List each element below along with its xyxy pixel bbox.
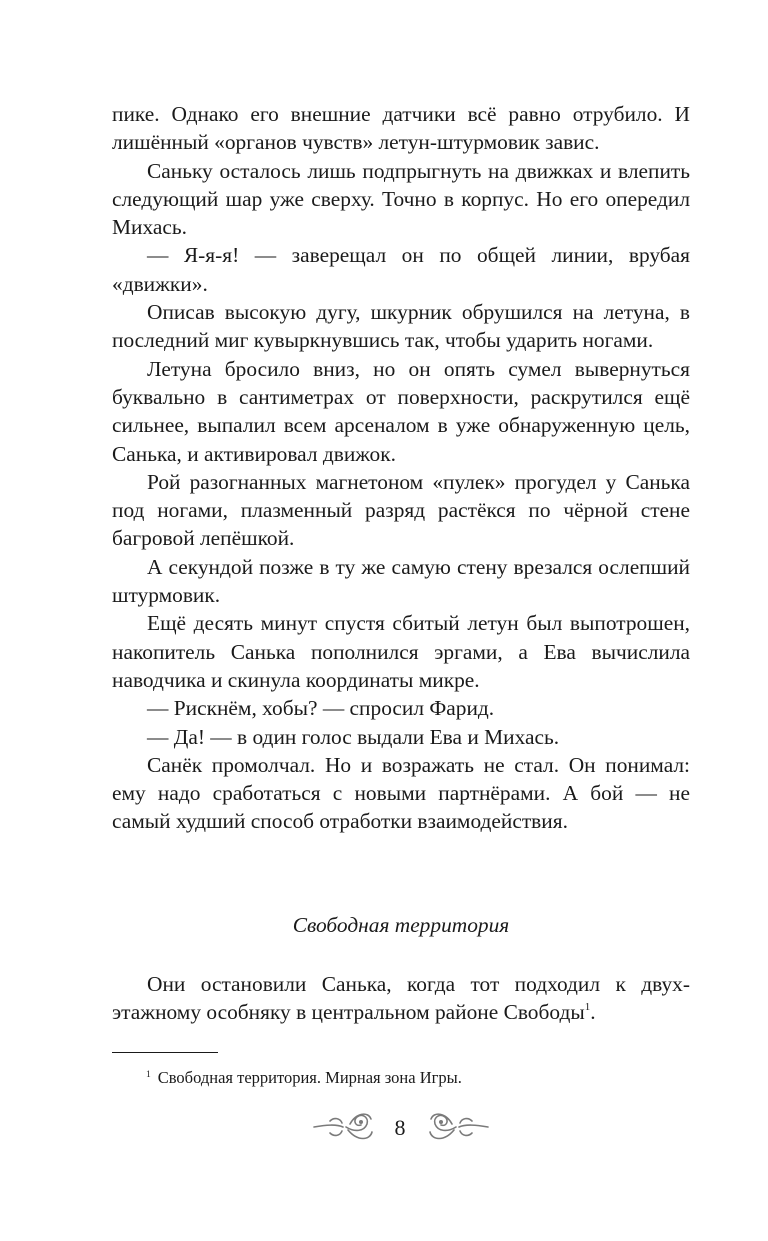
right-ornament-icon <box>428 1108 490 1144</box>
footnote <box>146 1064 706 1089</box>
section-paragraph <box>112 970 690 1027</box>
footnote-text: Свободная территория. Мирная зона Игры. <box>157 1068 462 1087</box>
section-paragraph-tail: . <box>590 1000 596 1025</box>
paragraph-7: А секундой позже в ту же самую стену врезался ослепший штурмовик. <box>112 554 690 608</box>
paragraph-4: Описав высокую дугу, шкурник обрушился на летуна, в последний миг кувыркнувшись так, чтобы ударить ногами. <box>112 300 690 353</box>
main-text <box>112 100 690 836</box>
page-number: 8 <box>394 1115 406 1140</box>
footnote-reference[interactable]: 1 <box>584 1001 591 1014</box>
paragraph-1: пике. Однако его внешние датчики всё равно отрубило. И лишённый «органов чувств» летун-штурмовик завис. <box>112 102 690 155</box>
paragraph-11: Санёк промолчал. Но и возражать не стал. Он понимал: ему надо сработаться с новыми партнёрами. А бой — не самый худший способ отработки взаимодействия. <box>112 752 690 834</box>
section-text <box>112 970 690 1027</box>
footnote-rule <box>112 1052 218 1053</box>
page-folio <box>0 1108 768 1148</box>
left-ornament-icon <box>312 1108 374 1144</box>
paragraph-8: Ещё десять минут спустя сбитый летун был выпотрошен, накопитель Санька пополнился эргами, а Ева вычислила наводчика и скинула координаты микре. <box>112 611 690 692</box>
paragraph-9: — Рискнём, хобы? — спросил Фарид. <box>147 696 495 721</box>
section-title: Свободная территория <box>292 913 510 937</box>
paragraph-10: — Да! — в один голос выдали Ева и Михась. <box>147 724 560 749</box>
section-paragraph-text: Они остановили Санька, когда тот подходил к двухэтажному особняку в центральном районе Свободы <box>112 972 690 1025</box>
footnote-marker: 1 <box>146 1070 151 1080</box>
paragraph-6: Рой разогнанных магнетоном «пулек» прогудел у Санька под ногами, плазменный разряд растёкся по чёрной стене багровой лепёшкой. <box>112 469 690 551</box>
paragraph-3: — Я-я-я! — заверещал он по общей линии, врубая «движки». <box>112 243 690 296</box>
paragraph-5: Летуна бросило вниз, но он опять сумел вывернуться буквально в сантиметрах от поверхности, раскрутился ещё сильнее, выпалил всем арсеналом в уже обнаруженную цель, Санька, и активировал движок. <box>112 356 690 466</box>
paragraph-2: Саньку осталось лишь подпрыгнуть на движках и влепить следующий шар уже сверху. Точно в корпус. Но его опередил Михась. <box>112 158 690 240</box>
